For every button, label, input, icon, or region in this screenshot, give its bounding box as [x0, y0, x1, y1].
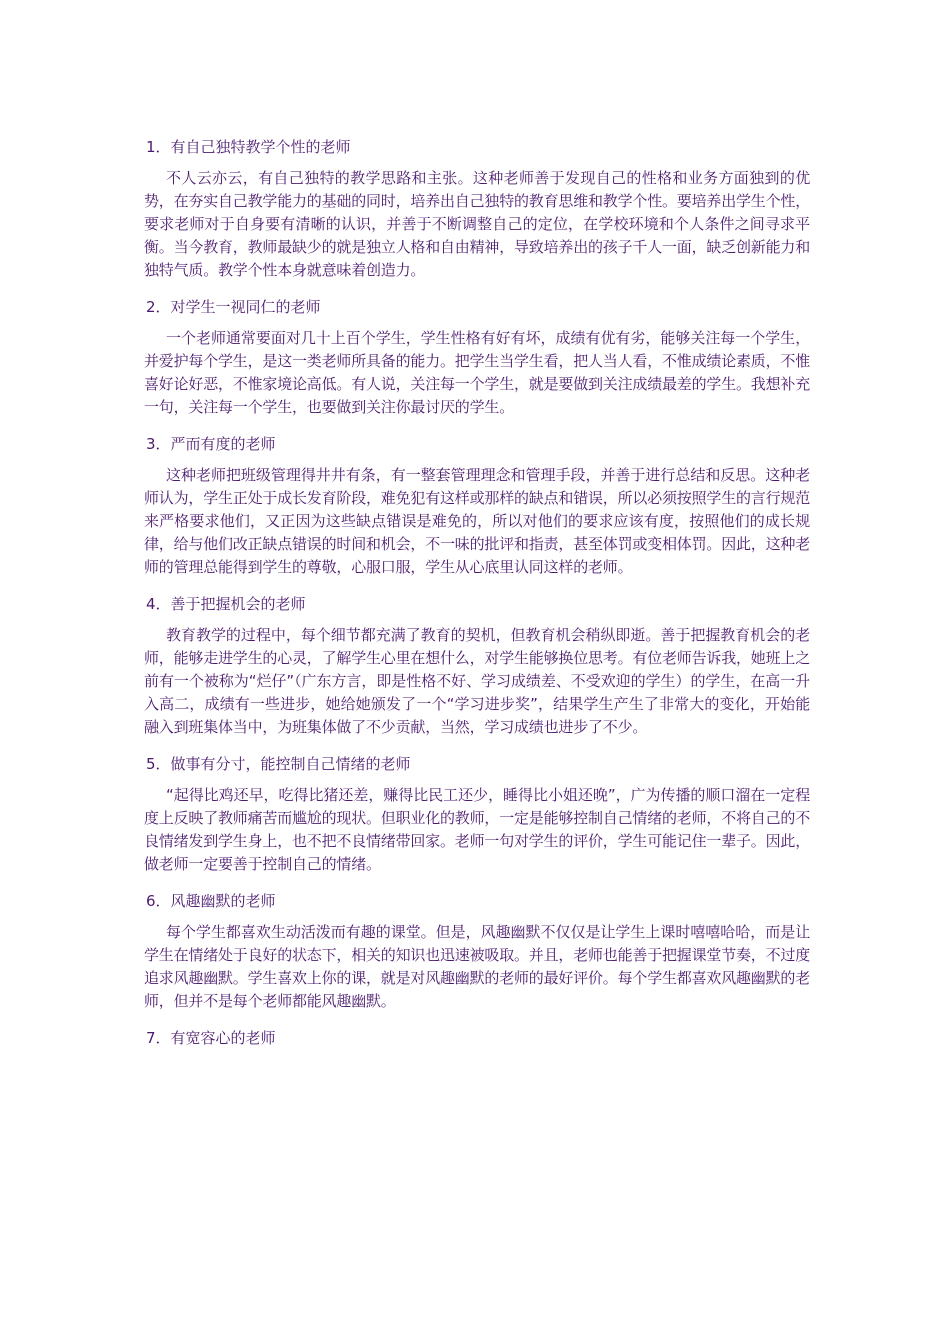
section-6: [144, 888, 810, 1013]
section-7: [144, 1025, 810, 1051]
section-heading: 1．有自己独特教学个性的老师: [146, 138, 351, 156]
section-paragraph: 不人云亦云，有自己独特的教学思路和主张。这种老师善于发现自己的性格和业务方面独到的优势，在夯实自己教学能力的基础的同时，培养出自己独特的教育思维和教学个性。要培养出学生个性，要求老师对于自身要有清晰的认识，并善于不断调整自己的定位，在学校环境和个人条件之间寻求平衡。当今教育，教师最缺少的就是独立人格和自由精神，导致培养出的孩子千人一面，缺乏创新能力和独特气质。教学个性本身就意味着创造力。: [144, 169, 811, 279]
section-heading: 5．做事有分寸，能控制自己情绪的老师: [146, 755, 411, 773]
section-paragraph: 一个老师通常要面对几十上百个学生，学生性格有好有坏，成绩有优有劣，能够关注每一个学生，并爱护每个学生，是这一类老师所具备的能力。把学生当学生看，把人当人看，不惟成绩论素质，不惟喜好论好恶，不惟家境论高低。有人说，关注每一个学生，就是要做到关注成绩最差的学生。我想补充一句，关注每一个学生，也要做到关注你最讨厌的学生。: [144, 329, 811, 416]
section-heading: 2．对学生一视同仁的老师: [146, 298, 321, 316]
section-5: [144, 751, 810, 876]
section-2: [144, 294, 810, 419]
section-4: [144, 591, 810, 739]
section-heading: 7．有宽容心的老师: [146, 1029, 276, 1047]
document-page: [144, 132, 810, 1058]
section-paragraph: 教育教学的过程中，每个细节都充满了教育的契机，但教育机会稍纵即逝。善于把握教育机会的老师，能够走进学生的心灵，了解学生心里在想什么，对学生能够换位思考。有位老师告诉我，她班上之前有一个被称为“烂仔”（广东方言，即是性格不好、学习成绩差、不受欢迎的学生）的学生，在高一升入高二，成绩有一些进步，她给她颁发了一个“学习进步奖”，结果学生产生了非常大的变化，开始能融入到班集体当中，为班集体做了不少贡献，当然，学习成绩也进步了不少。: [144, 626, 811, 736]
section-paragraph: “起得比鸡还早，吃得比猪还差，赚得比民工还少，睡得比小姐还晚”，广为传播的顺口溜在一定程度上反映了教师痛苦而尴尬的现状。但职业化的教师，一定是能够控制自己情绪的老师，不将自己的不良情绪发到学生身上，也不把不良情绪带回家。老师一句对学生的评价，学生可能记住一辈子。因此，做老师一定要善于控制自己的情绪。: [144, 786, 811, 873]
section-1: [144, 134, 810, 282]
section-heading: 3．严而有度的老师: [146, 435, 276, 453]
section-heading: 6．风趣幽默的老师: [146, 892, 276, 910]
section-heading: 4．善于把握机会的老师: [146, 595, 306, 613]
section-paragraph: 这种老师把班级管理得井井有条，有一整套管理理念和管理手段，并善于进行总结和反思。这种老师认为，学生正处于成长发育阶段，难免犯有这样或那样的缺点和错误，所以必须按照学生的言行规范来严格要求他们，又正因为这些缺点错误是难免的，所以对他们的要求应该有度，按照他们的成长规律，给与他们改正缺点错误的时间和机会，不一味的批评和指责，甚至体罚或变相体罚。因此，这种老师的管理总能得到学生的尊敬，心服口服，学生从心底里认同这样的老师。: [144, 466, 811, 576]
section-3: [144, 431, 810, 579]
section-paragraph: 每个学生都喜欢生动活泼而有趣的课堂。但是，风趣幽默不仅仅是让学生上课时嘻嘻哈哈，而是让学生在情绪处于良好的状态下，相关的知识也迅速被吸取。并且，老师也能善于把握课堂节奏，不过度追求风趣幽默。学生喜欢上你的课，就是对风趣幽默的老师的最好评价。每个学生都喜欢风趣幽默的老师，但并不是每个老师都能风趣幽默。: [144, 923, 811, 1010]
